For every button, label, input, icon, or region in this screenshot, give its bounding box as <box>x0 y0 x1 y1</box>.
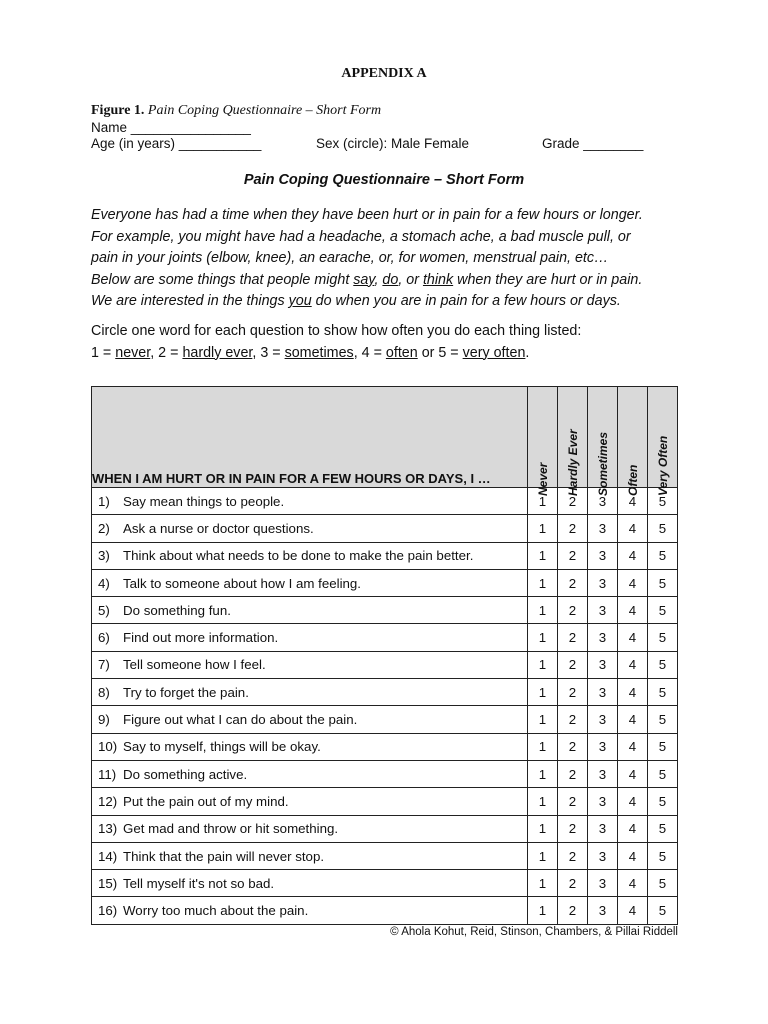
copyright-credit: © Ahola Kohut, Reid, Stinson, Chambers, & Pillai Riddell <box>390 926 678 938</box>
column-header-hardly-ever <box>558 387 588 496</box>
question-number: 5) <box>98 602 110 618</box>
rating-option[interactable]: 1 <box>528 706 558 733</box>
rating-option[interactable]: 3 <box>588 488 618 515</box>
intro-text: , <box>374 271 383 288</box>
rating-option[interactable]: 5 <box>648 542 678 569</box>
table-row <box>92 624 678 651</box>
figure-title: Pain Coping Questionnaire – Short Form <box>147 103 382 118</box>
rating-option[interactable]: 1 <box>528 897 558 924</box>
question-cell <box>92 651 528 678</box>
intro-line: pain in your joints (elbow, knee), an earache, or, for women, menstrual pain, etc… <box>91 250 609 266</box>
rating-option[interactable]: 3 <box>588 624 618 651</box>
rating-option[interactable]: 2 <box>558 842 588 869</box>
table-row <box>92 597 678 624</box>
table-row <box>92 651 678 678</box>
table-row <box>92 815 678 842</box>
rating-option[interactable]: 4 <box>618 733 648 760</box>
rating-option[interactable]: 2 <box>558 569 588 596</box>
column-header-very-often <box>648 387 678 496</box>
rating-option[interactable]: 2 <box>558 597 588 624</box>
table-row <box>92 679 678 706</box>
questionnaire-table <box>91 386 678 925</box>
rating-option[interactable]: 2 <box>558 679 588 706</box>
legend-text: , 2 = <box>150 344 183 361</box>
grade-field: Grade ________ <box>542 136 644 151</box>
rating-option[interactable]: 4 <box>618 815 648 842</box>
question-cell <box>92 870 528 897</box>
rating-option[interactable]: 5 <box>648 597 678 624</box>
rating-option[interactable]: 3 <box>588 542 618 569</box>
intro-text: , or <box>398 271 423 288</box>
rating-option[interactable]: 5 <box>648 569 678 596</box>
question-text: Say mean things to people. <box>123 493 285 509</box>
question-cell <box>92 788 528 815</box>
rating-option[interactable]: 5 <box>648 488 678 515</box>
column-header-sometimes <box>588 387 618 496</box>
question-cell <box>92 542 528 569</box>
column-label: Very Often <box>655 435 670 496</box>
question-cell <box>92 842 528 869</box>
rating-option[interactable]: 4 <box>618 760 648 787</box>
question-text: Tell someone how I feel. <box>123 657 266 673</box>
question-number: 9) <box>98 712 110 728</box>
table-row <box>92 706 678 733</box>
rating-option[interactable]: 1 <box>528 651 558 678</box>
legend-text: , 4 = <box>353 344 386 361</box>
rating-option[interactable]: 3 <box>588 706 618 733</box>
rating-option[interactable]: 2 <box>558 870 588 897</box>
rating-option[interactable]: 2 <box>558 488 588 515</box>
rating-option[interactable]: 5 <box>648 897 678 924</box>
rating-option[interactable]: 2 <box>558 897 588 924</box>
question-text: Figure out what I can do about the pain. <box>123 712 358 728</box>
rating-option[interactable]: 4 <box>618 706 648 733</box>
rating-option[interactable]: 5 <box>648 815 678 842</box>
question-cell <box>92 488 528 515</box>
rating-option[interactable]: 1 <box>528 788 558 815</box>
question-number: 13) <box>98 821 118 837</box>
rating-option[interactable]: 3 <box>588 815 618 842</box>
rating-option[interactable]: 2 <box>558 706 588 733</box>
question-number: 14) <box>98 848 118 864</box>
rating-option[interactable]: 5 <box>648 679 678 706</box>
table-row <box>92 488 678 515</box>
rating-option[interactable]: 3 <box>588 788 618 815</box>
question-text: Do something active. <box>123 766 248 782</box>
rating-option[interactable]: 1 <box>528 870 558 897</box>
table-header-prompt: WHEN I AM HURT OR IN PAIN FOR A FEW HOURS OR DAYS, I … <box>92 387 528 488</box>
rating-option[interactable]: 2 <box>558 542 588 569</box>
intro-text: when they are hurt or in pain. <box>453 271 643 288</box>
column-label: Never <box>535 462 550 496</box>
legend-often: often <box>385 344 418 361</box>
question-number: 10) <box>98 739 118 755</box>
rating-option[interactable]: 5 <box>648 760 678 787</box>
legend-text: . <box>525 344 530 361</box>
rating-option[interactable]: 2 <box>558 788 588 815</box>
rating-option[interactable]: 5 <box>648 788 678 815</box>
rating-option[interactable]: 4 <box>618 597 648 624</box>
instruction-line: Circle one word for each question to show how often you do each thing listed: <box>91 323 582 339</box>
rating-option[interactable]: 4 <box>618 542 648 569</box>
rating-option[interactable]: 1 <box>528 815 558 842</box>
rating-option[interactable]: 1 <box>528 842 558 869</box>
rating-option[interactable]: 1 <box>528 569 558 596</box>
table-row <box>92 760 678 787</box>
rating-option[interactable]: 3 <box>588 760 618 787</box>
question-cell <box>92 515 528 542</box>
question-number: 3) <box>98 548 110 564</box>
figure-caption <box>91 103 381 119</box>
sex-field: Sex (circle): Male Female <box>316 136 470 151</box>
word-do: do <box>382 271 399 288</box>
column-header-never <box>528 387 558 496</box>
question-cell <box>92 815 528 842</box>
rating-option[interactable]: 2 <box>558 624 588 651</box>
rating-option[interactable]: 1 <box>528 760 558 787</box>
rating-option[interactable]: 4 <box>618 897 648 924</box>
intro-line: Everyone has had a time when they have been hurt or in pain for a few hours or longer. <box>91 207 643 223</box>
question-number: 16) <box>98 903 118 919</box>
question-cell <box>92 760 528 787</box>
question-text: Say to myself, things will be okay. <box>123 739 321 755</box>
intro-line <box>91 270 691 292</box>
legend-text: or 5 = <box>417 344 463 361</box>
question-text: Do something fun. <box>123 602 231 618</box>
table-row <box>92 569 678 596</box>
question-text: Think about what needs to be done to make the pain better. <box>123 548 474 564</box>
rating-option[interactable]: 4 <box>618 842 648 869</box>
table-row <box>92 842 678 869</box>
rating-option[interactable]: 2 <box>558 760 588 787</box>
question-number: 8) <box>98 684 110 700</box>
word-you: you <box>288 293 312 309</box>
question-text: Worry too much about the pain. <box>123 903 309 919</box>
question-cell <box>92 706 528 733</box>
rating-option[interactable]: 5 <box>648 515 678 542</box>
rating-option[interactable]: 3 <box>588 897 618 924</box>
question-number: 1) <box>98 493 110 509</box>
question-number: 15) <box>98 875 118 891</box>
intro-text: do when you are in pain for a few hours or days. <box>311 293 621 309</box>
rating-option[interactable]: 2 <box>558 515 588 542</box>
rating-option[interactable]: 4 <box>618 679 648 706</box>
question-number: 12) <box>98 793 118 809</box>
rating-option[interactable]: 2 <box>558 651 588 678</box>
rating-option[interactable]: 1 <box>528 733 558 760</box>
question-cell <box>92 897 528 924</box>
legend-very-often: very often <box>462 344 526 361</box>
rating-option[interactable]: 3 <box>588 651 618 678</box>
word-say: say <box>353 271 375 288</box>
question-number: 6) <box>98 630 110 646</box>
rating-option[interactable]: 4 <box>618 651 648 678</box>
column-label: Often <box>625 464 640 496</box>
table-row <box>92 542 678 569</box>
question-number: 4) <box>98 575 110 591</box>
rating-option[interactable]: 4 <box>618 515 648 542</box>
rating-option[interactable]: 3 <box>588 870 618 897</box>
rating-option[interactable]: 3 <box>588 679 618 706</box>
rating-option[interactable]: 2 <box>558 815 588 842</box>
legend-never: never <box>115 344 151 361</box>
column-header-often <box>618 387 648 496</box>
column-label: Sometimes <box>595 431 610 496</box>
question-text: Ask a nurse or doctor questions. <box>123 520 314 536</box>
question-cell <box>92 597 528 624</box>
column-label: Hardly Ever <box>565 429 580 496</box>
rating-option[interactable]: 4 <box>618 788 648 815</box>
appendix-heading: APPENDIX A <box>341 66 427 81</box>
intro-line: For example, you might have had a headache, a stomach ache, a bad muscle pull, or <box>91 228 631 245</box>
intro-paragraph <box>91 205 691 313</box>
table-row <box>92 897 678 924</box>
legend-text: 1 = <box>91 344 116 361</box>
intro-text: We are interested in the things <box>91 293 289 309</box>
word-think: think <box>422 271 454 288</box>
rating-option[interactable]: 3 <box>588 515 618 542</box>
rating-option[interactable]: 3 <box>588 733 618 760</box>
age-field: Age (in years) ___________ <box>91 136 262 151</box>
table-row <box>92 733 678 760</box>
intro-line <box>91 291 691 313</box>
rating-option[interactable]: 3 <box>588 597 618 624</box>
rating-option[interactable]: 5 <box>648 733 678 760</box>
rating-option[interactable]: 1 <box>528 542 558 569</box>
table-header-row <box>92 387 678 488</box>
rating-option[interactable]: 2 <box>558 733 588 760</box>
rating-option[interactable]: 5 <box>648 706 678 733</box>
legend-sometimes: sometimes <box>284 344 354 361</box>
legend-text: , 3 = <box>252 344 285 361</box>
rating-option[interactable]: 1 <box>528 597 558 624</box>
name-field: Name ________________ <box>91 120 251 135</box>
rating-option[interactable]: 1 <box>528 488 558 515</box>
rating-option[interactable]: 4 <box>618 870 648 897</box>
questionnaire-title: Pain Coping Questionnaire – Short Form <box>243 172 525 188</box>
question-cell <box>92 569 528 596</box>
question-text: Tell myself it's not so bad. <box>123 875 275 891</box>
table-row <box>92 870 678 897</box>
question-number: 11) <box>98 766 117 782</box>
rating-option[interactable]: 1 <box>528 624 558 651</box>
rating-option[interactable]: 3 <box>588 842 618 869</box>
figure-label: Figure 1. <box>91 103 145 118</box>
question-text: Think that the pain will never stop. <box>123 848 325 864</box>
rating-option[interactable]: 3 <box>588 569 618 596</box>
question-text: Put the pain out of my mind. <box>123 793 289 809</box>
table-row <box>92 515 678 542</box>
question-cell <box>92 624 528 651</box>
question-cell <box>92 733 528 760</box>
rating-option[interactable]: 5 <box>648 651 678 678</box>
rating-option[interactable]: 4 <box>618 569 648 596</box>
rating-option[interactable]: 4 <box>618 488 648 515</box>
question-cell <box>92 679 528 706</box>
question-text: Talk to someone about how I am feeling. <box>123 575 362 591</box>
rating-option[interactable]: 4 <box>618 624 648 651</box>
question-text: Get mad and throw or hit something. <box>123 821 339 837</box>
intro-text: Below are some things that people might <box>91 271 354 288</box>
instructions <box>91 321 691 364</box>
question-number: 2) <box>98 520 110 536</box>
question-text: Find out more information. <box>123 630 279 646</box>
rating-option[interactable]: 5 <box>648 870 678 897</box>
question-number: 7) <box>98 657 110 673</box>
scale-legend <box>91 343 691 365</box>
table-row <box>92 788 678 815</box>
legend-hardly-ever: hardly ever <box>182 344 253 361</box>
question-text: Try to forget the pain. <box>123 684 249 700</box>
rating-option[interactable]: 5 <box>648 842 678 869</box>
rating-option[interactable]: 1 <box>528 515 558 542</box>
rating-option[interactable]: 1 <box>528 679 558 706</box>
rating-option[interactable]: 5 <box>648 624 678 651</box>
